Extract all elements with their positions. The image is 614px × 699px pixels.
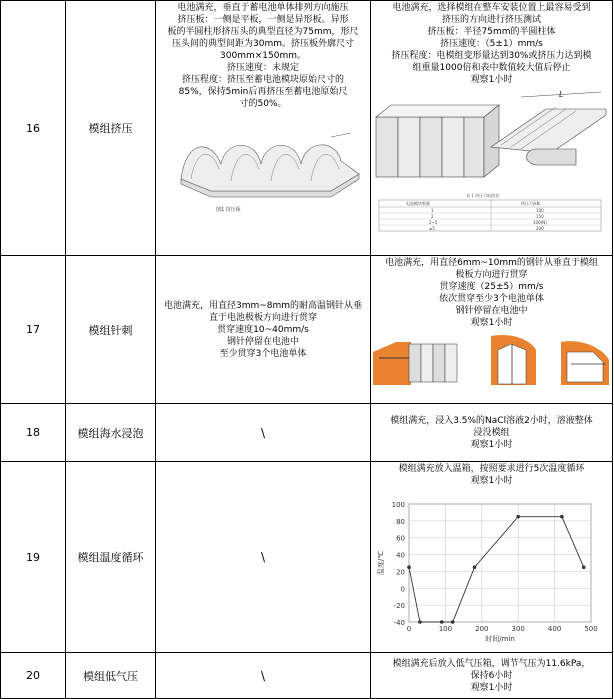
y-tick-label: 0 [400, 585, 405, 594]
svg-text:100(N): 100(N) [533, 220, 547, 225]
svg-text:表 1 挤压力取值表: 表 1 挤压力取值表 [466, 193, 500, 198]
row-number: 17 [1, 256, 66, 404]
svg-text:2~5: 2~5 [429, 220, 438, 225]
gbt-text: 电池满充，用直径3mm~8mm的耐高温钢针从垂 直于电池极板方向进行贯穿 贯穿速度10~40mm/s 钢针停留在电池中 至少贯穿3个电池单体 [163, 300, 363, 359]
crush-force-table [371, 191, 611, 233]
gbt-cell: \ [156, 653, 371, 699]
y-tick-label: 80 [396, 517, 405, 526]
data-point [451, 620, 455, 624]
svg-text:150: 150 [536, 214, 544, 219]
svg-text:100: 100 [536, 208, 544, 213]
series-line [409, 517, 584, 622]
gbt-text: 电池满充，垂直于蓄电池单体排列方向施压 挤压板：一侧是平板，一侧是异形板。异形 板的半圆柱形挤压头的典型直径为75mm，形尺 压头间的典型间距为30mm。挤压板外廓尺寸 300mm×150mm。 挤压速度：未规定 挤压程度：挤压至蓄电池模块原始尺寸的 85%，保持5min后再挤压至蓄电池原始尺 寸的50%。 [167, 3, 359, 109]
std-cell [371, 462, 613, 653]
x-tick-label: 200 [475, 625, 489, 633]
data-point [582, 565, 586, 569]
gbt-cell: \ [156, 404, 371, 462]
gbt-cell: \ [156, 462, 371, 653]
std-text: 模组满充放入温箱，按照要求进行5次温度循环 观察1小时 [398, 464, 585, 486]
crush-plate-caption: 图1 挤压板 [216, 207, 241, 213]
x-axis-label: 时间/min [485, 635, 515, 643]
x-tick-label: 500 [584, 625, 598, 633]
std-text: 电池满充，用直径6mm~10mm的钢针从垂直于模组 极板方向进行贯穿 贯穿速度（25±5）mm/s 依次贯穿至少3个电池单体 钢针停留在电池中 观察1小时 [385, 258, 598, 328]
std-cell [371, 1, 613, 256]
svg-text:电池模块数量: 电池模块数量 [406, 201, 430, 206]
row-item: 模组海水浸泡 [66, 404, 156, 462]
data-point [440, 620, 444, 624]
nail-penetration-figure [371, 330, 611, 388]
gbt-cell [156, 256, 371, 404]
temperature-cycle-chart [371, 488, 611, 648]
row-number: 19 [1, 462, 66, 653]
data-point [407, 565, 411, 569]
svg-text:200: 200 [536, 226, 544, 231]
std-text: 模组满充后放入低气压箱，调节气压为11.6kPa， 保持6小时 观察1小时 [392, 658, 591, 693]
row-number: 16 [1, 1, 66, 256]
y-tick-label: 100 [391, 501, 405, 509]
row-item: 模组低气压 [66, 653, 156, 699]
y-tick-label: 60 [396, 534, 405, 543]
y-tick-label: 40 [396, 551, 405, 560]
svg-text:≥5: ≥5 [429, 226, 435, 231]
row-number: 18 [1, 404, 66, 462]
table-row [1, 653, 613, 699]
row-item: 模组温度循环 [66, 462, 156, 653]
x-tick-label: 400 [547, 625, 562, 633]
std-text: 模组满充，浸入3.5%的NaCl溶液2小时，溶液整体 浸没模组 观察1小时 [390, 415, 593, 450]
gbt-cell [156, 1, 371, 256]
table-row [1, 256, 613, 404]
table-row [1, 462, 613, 653]
table-row [1, 404, 613, 462]
table-row [1, 1, 613, 256]
x-tick-label: 300 [511, 625, 525, 633]
std-cell [371, 653, 613, 699]
std-cell [371, 404, 613, 462]
data-point [473, 565, 477, 569]
svg-text:1: 1 [431, 208, 434, 213]
data-point [516, 515, 520, 519]
std-cell [371, 256, 613, 404]
y-axis-label: 温度/℃ [377, 550, 385, 576]
data-point [418, 620, 422, 624]
module-crush-figure [371, 87, 611, 187]
x-tick-label: 0 [406, 625, 412, 633]
svg-text:挤压力/kN: 挤压力/kN [521, 201, 540, 206]
dimension-label: L [559, 90, 564, 99]
row-item: 模组挤压 [66, 1, 156, 256]
y-tick-label: -40 [393, 619, 405, 627]
y-tick-label: 20 [396, 568, 405, 577]
row-number: 20 [1, 653, 66, 699]
data-point [560, 515, 564, 519]
std-text: 电池满充，选择模组在整车安装位置上最容易受到 挤压的方向进行挤压测试 挤压板：半径75mm的半圆柱体 挤压速度：（5±1）mm/s 挤压程度：电模组变形量达到30%或挤压力达到模 组重量1000倍和表中数值较大值后停止 观察1小时 [391, 3, 592, 85]
svg-text:2: 2 [431, 214, 434, 219]
x-tick-label: 100 [438, 625, 453, 633]
row-item: 模组针刺 [66, 256, 156, 404]
y-tick-label: -20 [393, 602, 405, 611]
crush-plate-figure [156, 111, 369, 216]
